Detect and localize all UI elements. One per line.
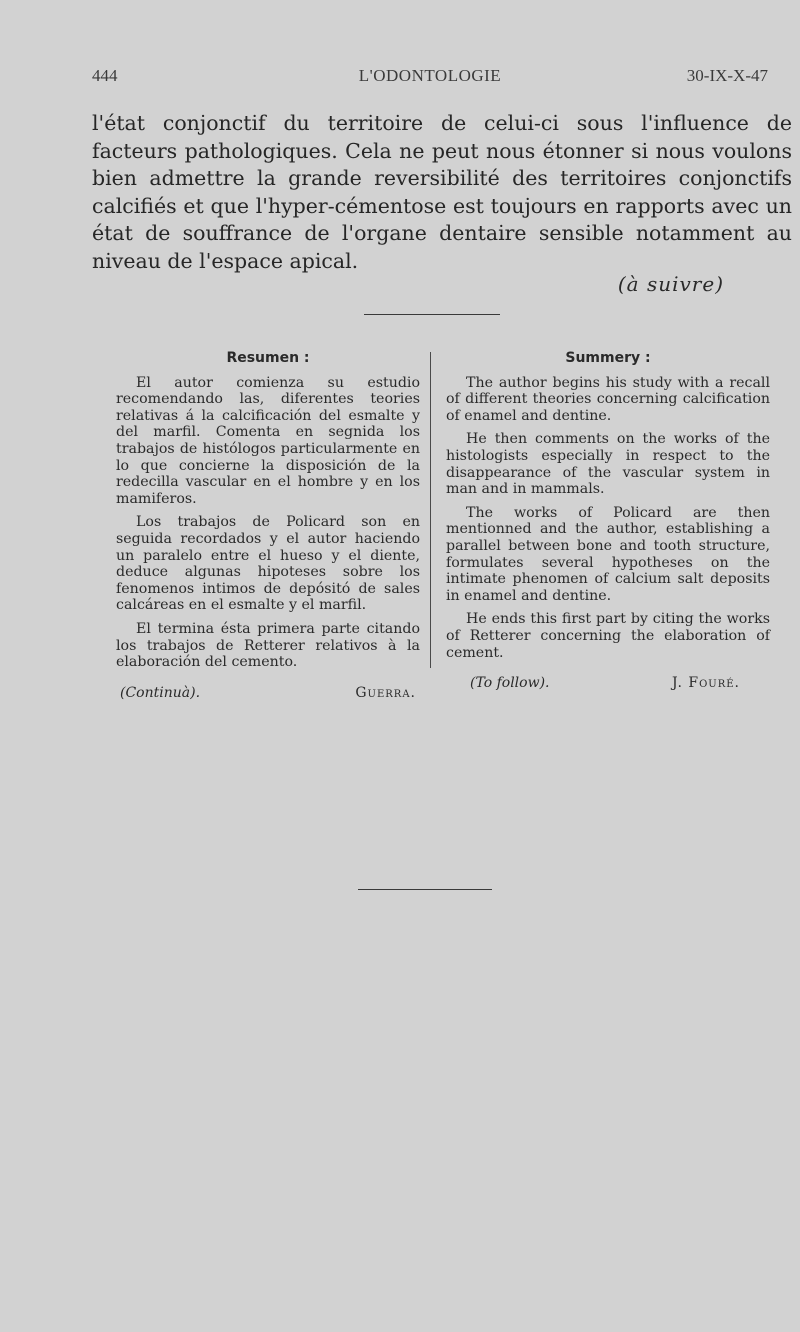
resumen-column — [116, 350, 420, 705]
summery-paragraph: He then comments on the works of the histologists especially in respect to the disappearance of the vascular system in man and in mammals. — [446, 431, 770, 498]
page-header — [92, 66, 768, 90]
summery-paragraph: He ends this first part by citing the works of Retterer concerning the elaboration of cement. — [446, 611, 770, 661]
resumen-author: Guerra. — [355, 684, 416, 701]
body-paragraph: l'état conjonctif du territoire de celui-ci sous l'influence de facteurs pathologiques. Cela ne peut nous étonner si nous voulons bien admettre la grande reversibilité des territoires conjonctifs calcifiés et que l'hyper-cémentose est toujours en rapports avec un état de souffrance de l'organe dentaire sensible notamment au niveau de l'espace apical. — [92, 111, 792, 273]
journal-title: L'ODONTOLOGIE — [358, 66, 502, 85]
summery-paragraph: The works of Policard are then mentionned and the author, establishing a parallel between bone and tooth structure, formulates several hypotheses on the intimate phenomen of calcium salt deposits in enamel and dentine. — [446, 504, 770, 604]
summery-signature — [446, 675, 770, 695]
summery-paragraph: The author begins his study with a recall of different theories concerning calcification of enamel and dentine. — [446, 374, 770, 424]
summery-column — [446, 350, 770, 695]
summery-continued: (To follow). — [470, 675, 550, 692]
resumen-signature — [116, 685, 420, 705]
section-rule — [364, 314, 500, 315]
resumen-title: Resumen : — [226, 350, 310, 366]
column-divider — [430, 352, 431, 668]
page-number: 444 — [92, 66, 118, 85]
resumen-paragraph: El autor comienza su estudio recomendando las, diferentes teories relativas á la calcificación del esmalte y del marfil. Comenta en segnida los trabajos de histólogos particularmente en lo que concierne la disposición de la redecilla vascular en el hombre y en los mamiferos. — [116, 374, 420, 507]
resumen-paragraph: El termina ésta primera parte citando los trabajos de Retterer relativos à la elaboración del cemento. — [116, 620, 420, 671]
summery-author: J. Fouré. — [671, 675, 740, 692]
summery-title: Summery : — [565, 350, 651, 366]
resumen-paragraph: Los trabajos de Policard son en seguida recordados y el autor haciendo un paralelo entre el hueso y el diente, deduce algunas hipoteses sobre los fenomenos intimos de depósitó de sales calcáreas en el esmalte y el marfil. — [116, 514, 420, 614]
resumen-continued: (Continuà). — [120, 684, 201, 701]
section-rule — [358, 889, 492, 890]
issue-date: 30-IX-X-47 — [686, 66, 768, 85]
to-be-continued: (à suivre) — [617, 272, 724, 296]
